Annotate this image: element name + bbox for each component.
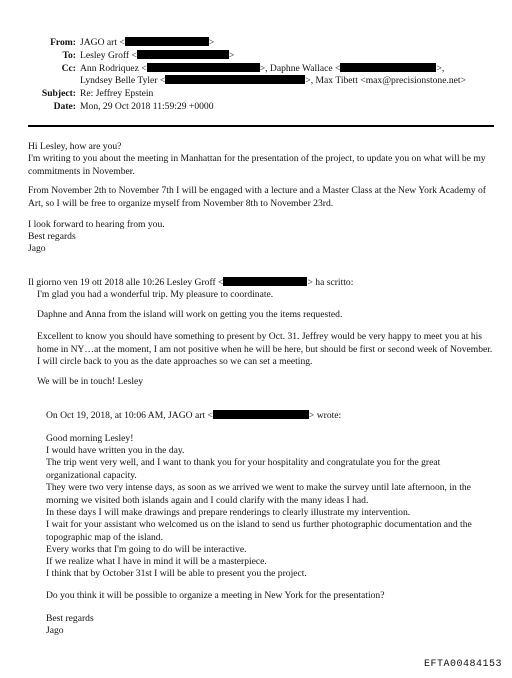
quote2-line-5: In these days I will make drawings and prepare renderings to clearly illustrate my intervention. xyxy=(46,507,411,518)
cc-value-line2: Lyndsey Belle Tyler < >, Max Tibett <max@precisionstone.net> xyxy=(80,75,466,86)
to-value: Lesley Groff < > xyxy=(80,50,235,61)
redaction xyxy=(137,50,229,59)
quote2-line-9: I think that by October 31st I will be able to present you the project. xyxy=(46,568,307,579)
greeting: Hi Lesley, how are you? xyxy=(28,141,122,152)
subject-label: Subject: xyxy=(41,88,76,99)
redaction xyxy=(147,63,260,72)
closing-signature: Jago xyxy=(28,243,46,254)
quote2-line-4: They were two very intense days, as soon as we arrived we went to make the survey until late afternoon, in the morning we visited both islands again and I could clarify with the many ideas I had. xyxy=(46,482,471,506)
from-value: JAGO art < > xyxy=(80,37,215,48)
quote2-line-12: Jago xyxy=(46,625,64,636)
body-paragraph-1: I'm writing to you about the meeting in Manhattan for the presentation of the project, to update you on what will be my commitments in November. xyxy=(28,153,486,177)
quote1-line-3: Excellent to know you should have something to present by Oct. 31. Jeffrey would be very happy to meet you at his home in NY…at the moment, I am not positive when he will be here, but should be first or second week of November. I will circle back to you as the date approaches so we can set a meeting. xyxy=(37,331,493,368)
quote2-line-10: Do you think it will be possible to organize a meeting in New York for the presentation? xyxy=(46,590,385,601)
quote2-line-3: The trip went very well, and I want to thank you for your hospitality and congratulate you for the great organizational capacity. xyxy=(46,457,441,481)
quote2-line-6: I wait for your assistant who welcomed us on the island to send us further photographic documentation and the topographic map of the island. xyxy=(46,519,472,543)
cc-label: Cc: xyxy=(61,63,76,74)
redaction xyxy=(223,277,307,286)
quote1-line-4: We will be in touch! Lesley xyxy=(37,376,144,387)
closing-regards: Best regards xyxy=(28,231,76,242)
date-value: Mon, 29 Oct 2018 11:59:29 +0000 xyxy=(80,101,214,112)
date-label: Date: xyxy=(53,101,76,112)
quote2-line-8: If we realize what I have in mind it will be a masterpiece. xyxy=(46,556,267,567)
quote1-line-1: I'm glad you had a wonderful trip. My pleasure to coordinate. xyxy=(37,289,274,300)
cc-value-line1: Ann Rodriquez < >, Daphne Wallace < >, xyxy=(80,63,445,74)
redaction xyxy=(340,63,436,72)
quote2-line-7: Every works that I'm going to do will be interactive. xyxy=(46,544,247,555)
from-label: From: xyxy=(50,37,76,48)
closing-line: I look forward to hearing from you. xyxy=(28,219,165,230)
quote1-intro: Il giorno ven 19 ott 2018 alle 10:26 Lesley Groff < > ha scritto: xyxy=(28,277,354,288)
quote2-line-2: I would have written you in the day. xyxy=(46,445,185,456)
document-id: EFTA00484153 xyxy=(423,659,502,670)
quote1-line-2: Daphne and Anna from the island will work on getting you the items requested. xyxy=(37,309,343,320)
subject-value: Re: Jeffrey Epstein xyxy=(80,88,154,99)
redaction xyxy=(213,410,309,419)
quote2-line-1: Good morning Lesley! xyxy=(46,433,134,444)
body-paragraph-2: From November 2th to November 7th I will be engaged with a lecture and a Master Class at the New York Academy of Art, so I will be free to organize myself from November 8th to November 23rd. xyxy=(28,185,486,209)
to-label: To: xyxy=(62,50,76,61)
quote2-intro: On Oct 19, 2018, at 10:06 AM, JAGO art < > wrote: xyxy=(46,410,342,421)
quote2-line-11: Best regards xyxy=(46,613,94,624)
redaction xyxy=(125,37,209,46)
redaction xyxy=(165,75,305,84)
header-divider xyxy=(28,125,494,127)
